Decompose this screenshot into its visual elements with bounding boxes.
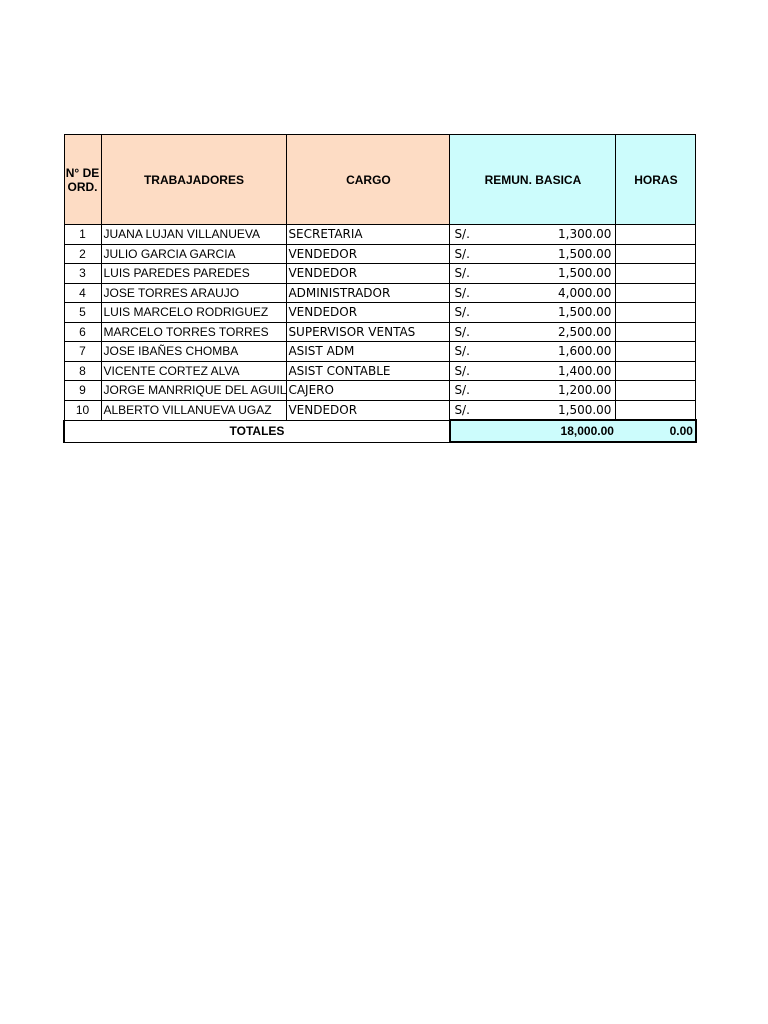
- cell-horas[interactable]: [616, 264, 696, 284]
- cell-trabajador[interactable]: JULIO GARCIA GARCIA: [101, 244, 287, 264]
- cell-horas[interactable]: [616, 283, 696, 303]
- cell-cargo[interactable]: SECRETARIA: [287, 225, 450, 245]
- cell-horas[interactable]: [616, 342, 696, 362]
- header-trabajadores[interactable]: TRABAJADORES: [101, 135, 287, 225]
- currency-symbol: S/.: [454, 227, 470, 242]
- table-row: [64, 322, 696, 342]
- currency-symbol: S/.: [454, 324, 470, 339]
- cell-remun-basica[interactable]: [450, 303, 616, 323]
- cell-remun-basica[interactable]: [450, 283, 616, 303]
- table-row: [64, 244, 696, 264]
- cell-trabajador[interactable]: MARCELO TORRES TORRES: [101, 322, 287, 342]
- cell-ord[interactable]: 1: [64, 225, 101, 245]
- amount-value: 1,500.00: [558, 266, 612, 281]
- amount-value: 1,400.00: [558, 363, 612, 378]
- cell-horas[interactable]: [616, 303, 696, 323]
- header-row: [64, 135, 696, 225]
- cell-cargo[interactable]: SUPERVISOR VENTAS: [287, 322, 450, 342]
- amount-value: 1,600.00: [558, 344, 612, 359]
- cell-remun-basica[interactable]: [450, 400, 616, 420]
- cell-trabajador[interactable]: ALBERTO VILLANUEVA UGAZ: [101, 400, 287, 420]
- cell-ord[interactable]: 4: [64, 283, 101, 303]
- currency-symbol: S/.: [454, 344, 470, 359]
- amount-value: 1,500.00: [558, 402, 612, 417]
- cell-cargo[interactable]: VENDEDOR: [287, 400, 450, 420]
- table-row: [64, 400, 696, 420]
- cell-remun-basica[interactable]: [450, 322, 616, 342]
- header-cargo[interactable]: CARGO: [287, 135, 450, 225]
- currency-symbol: S/.: [454, 246, 470, 261]
- cell-ord[interactable]: 9: [64, 381, 101, 401]
- amount-value: 1,500.00: [558, 305, 612, 320]
- totals-horas[interactable]: 0.00: [616, 420, 696, 442]
- table-row: [64, 342, 696, 362]
- currency-symbol: S/.: [454, 383, 470, 398]
- cell-cargo[interactable]: VENDEDOR: [287, 303, 450, 323]
- cell-horas[interactable]: [616, 322, 696, 342]
- cell-remun-basica[interactable]: [450, 361, 616, 381]
- table-row: [64, 361, 696, 381]
- cell-remun-basica[interactable]: [450, 381, 616, 401]
- cell-ord[interactable]: 3: [64, 264, 101, 284]
- cell-trabajador[interactable]: JUANA LUJAN VILLANUEVA: [101, 225, 287, 245]
- cell-cargo[interactable]: ASIST ADM: [287, 342, 450, 362]
- cell-horas[interactable]: [616, 381, 696, 401]
- cell-horas[interactable]: [616, 225, 696, 245]
- currency-symbol: S/.: [454, 266, 470, 281]
- payroll-table: [63, 134, 697, 443]
- currency-symbol: S/.: [454, 285, 470, 300]
- cell-trabajador[interactable]: JOSE TORRES ARAUJO: [101, 283, 287, 303]
- table-row: [64, 264, 696, 284]
- currency-symbol: S/.: [454, 402, 470, 417]
- cell-cargo[interactable]: CAJERO: [287, 381, 450, 401]
- table-row: [64, 283, 696, 303]
- currency-symbol: S/.: [454, 363, 470, 378]
- cell-cargo[interactable]: ASIST CONTABLE: [287, 361, 450, 381]
- header-ord[interactable]: N° DE ORD.: [64, 135, 101, 225]
- cell-horas[interactable]: [616, 244, 696, 264]
- amount-value: 2,500.00: [558, 324, 612, 339]
- header-horas[interactable]: HORAS: [616, 135, 696, 225]
- cell-ord[interactable]: 5: [64, 303, 101, 323]
- amount-value: 1,200.00: [558, 383, 612, 398]
- cell-ord[interactable]: 8: [64, 361, 101, 381]
- totals-label[interactable]: TOTALES: [64, 420, 450, 442]
- cell-remun-basica[interactable]: [450, 342, 616, 362]
- cell-trabajador[interactable]: LUIS PAREDES PAREDES: [101, 264, 287, 284]
- amount-value: 1,500.00: [558, 246, 612, 261]
- table-row: [64, 225, 696, 245]
- cell-cargo[interactable]: VENDEDOR: [287, 244, 450, 264]
- cell-ord[interactable]: 2: [64, 244, 101, 264]
- table-body: [64, 225, 696, 421]
- cell-trabajador[interactable]: LUIS MARCELO RODRIGUEZ: [101, 303, 287, 323]
- cell-cargo[interactable]: VENDEDOR: [287, 264, 450, 284]
- cell-horas[interactable]: [616, 400, 696, 420]
- currency-symbol: S/.: [454, 305, 470, 320]
- totals-remun[interactable]: 18,000.00: [450, 420, 616, 442]
- table-row: [64, 303, 696, 323]
- amount-value: 1,300.00: [558, 227, 612, 242]
- cell-trabajador[interactable]: JORGE MANRRIQUE DEL AGUIL: [101, 381, 287, 401]
- amount-value: 4,000.00: [558, 285, 612, 300]
- cell-remun-basica[interactable]: [450, 225, 616, 245]
- cell-ord[interactable]: 6: [64, 322, 101, 342]
- header-remun-basica[interactable]: REMUN. BASICA: [450, 135, 616, 225]
- cell-remun-basica[interactable]: [450, 264, 616, 284]
- table-row: [64, 381, 696, 401]
- cell-trabajador[interactable]: JOSE IBAÑES CHOMBA: [101, 342, 287, 362]
- cell-trabajador[interactable]: VICENTE CORTEZ ALVA: [101, 361, 287, 381]
- cell-cargo[interactable]: ADMINISTRADOR: [287, 283, 450, 303]
- cell-remun-basica[interactable]: [450, 244, 616, 264]
- totals-row: [64, 420, 696, 442]
- cell-ord[interactable]: 7: [64, 342, 101, 362]
- cell-horas[interactable]: [616, 361, 696, 381]
- cell-ord[interactable]: 10: [64, 400, 101, 420]
